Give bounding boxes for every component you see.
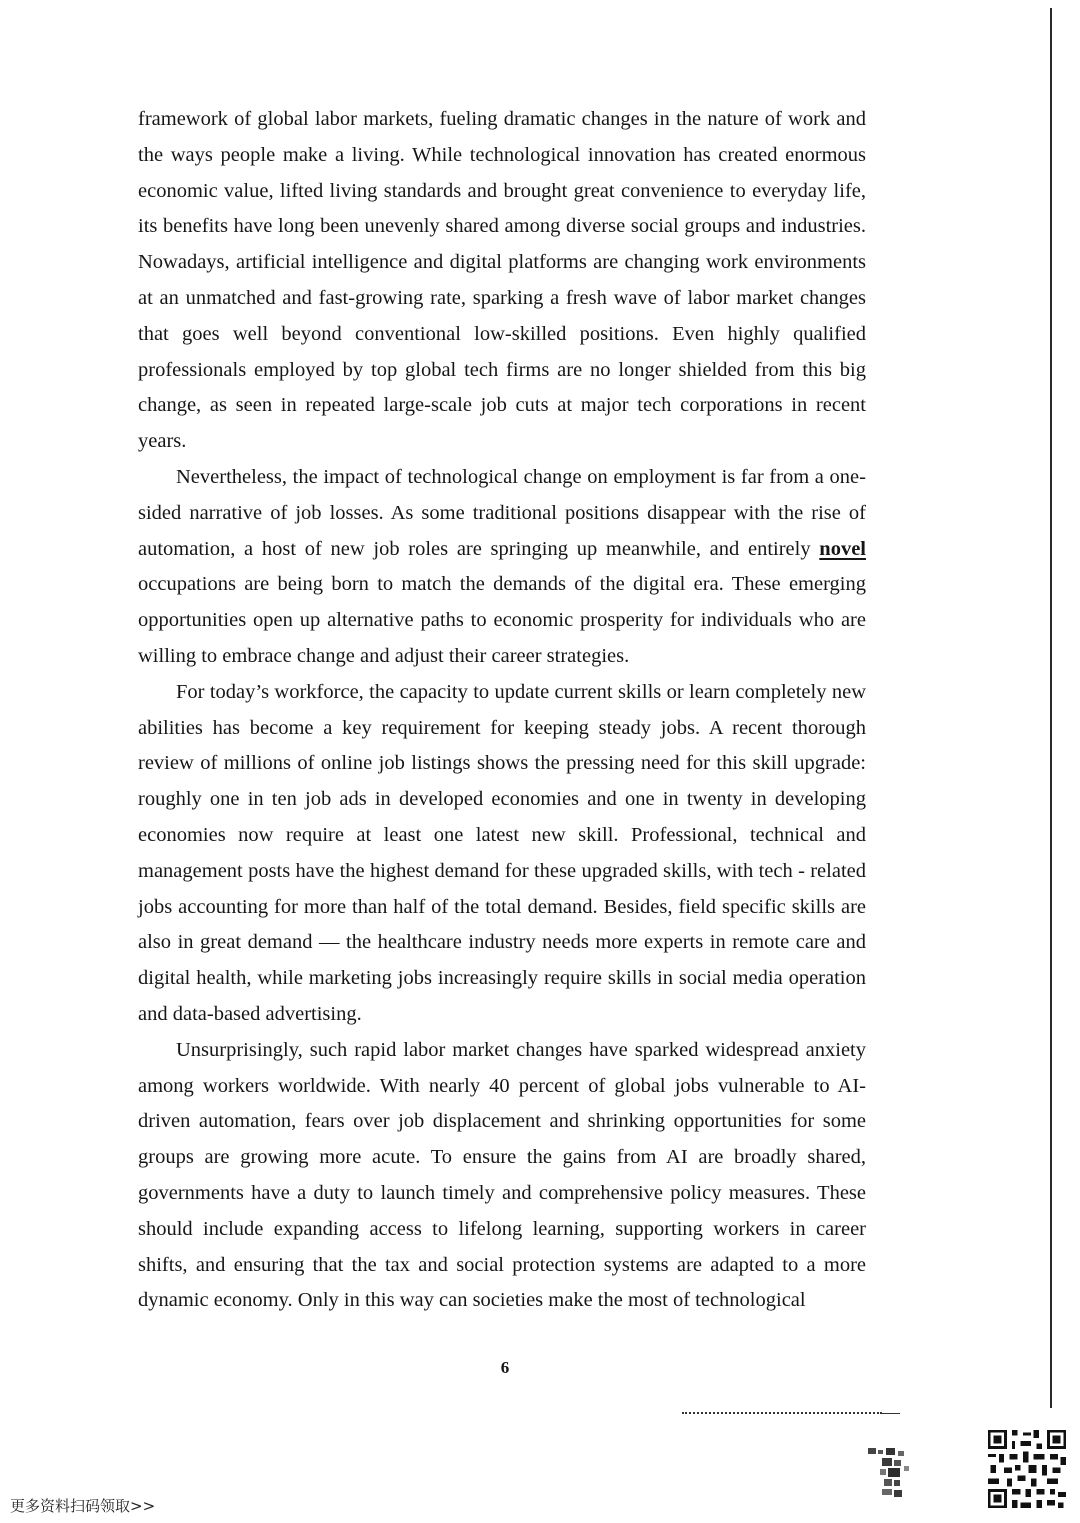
paragraph-2 (138, 460, 866, 675)
stamp-mark-icon (868, 1448, 914, 1500)
paragraph-4: Unsurprisingly, such rapid labor market changes have sparked widespread anxiety among workers worldwide. With nearly 40 percent of global jobs vulnerable to AI-driven automation, fears over job displacement and shrinking opportunities for some groups are growing more acute. To ensure the gains from AI are broadly shared, governments have a duty to launch timely and comprehensive policy measures. These should include expanding access to lifelong learning, supporting workers in career shifts, and ensuring that the tax and social protection systems are adapted to a more dynamic economy. Only in this way can societies make the most of technological (138, 1038, 866, 1312)
paragraph-3: For today’s workforce, the capacity to update current skills or learn completely new abilities has become a key requirement for keeping steady jobs. A recent thorough review of millions of online job listings shows the pressing need for this skill upgrade: roughly one in ten job ads in developed economies and one in twenty in developing economies now require at least one latest new skill. Professional, technical and management posts have the highest demand for these upgraded skills, with tech - related jobs accounting for more than half of the total demand. Besides, field specific skills are also in great demand — the healthcare industry needs more experts in remote care and digital health, while marketing jobs increasingly require skills in social media operation and data-based advertising. (138, 680, 866, 1025)
paragraph-1: framework of global labor markets, fueling dramatic changes in the nature of work and the ways people make a living. While technological innovation has created enormous economic value, lifted living standards and brought great convenience to everyday life, its benefits have long been unevenly shared among diverse social groups and industries. Nowadays, artificial intelligence and digital platforms are changing work environments at an unmatched and fast-growing rate, sparking a fresh wave of labor market changes that goes well beyond conventional low-skilled positions. Even highly qualified professionals employed by top global tech firms are no longer shielded from this big change, as seen in repeated large-scale job cuts at major tech corporations in recent years. (138, 108, 866, 453)
paragraph-2-start: Nevertheless, the impact of technological change on employment is far from a one-sided narrative of job losses. As some traditional positions disappear with the rise of automation, a host of new job roles are springing up meanwhile, and entirely (138, 465, 866, 560)
footer-note[interactable]: 更多资料扫码领取>> (10, 1497, 156, 1515)
dotted-rule (682, 1412, 882, 1414)
underlined-word-novel: novel (819, 537, 866, 560)
page-number: 6 (500, 1358, 510, 1377)
paragraph-2-end: occupations are being born to match the demands of the digital era. These emerging opportunities open up alternative paths to economic prosperity for individuals who are willing to embrace change and adjust their career strategies. (138, 573, 866, 667)
qr-code-icon (988, 1430, 1066, 1508)
margin-rule (1050, 8, 1052, 1408)
article-body (138, 102, 866, 1319)
dotted-rule-end (882, 1413, 900, 1414)
